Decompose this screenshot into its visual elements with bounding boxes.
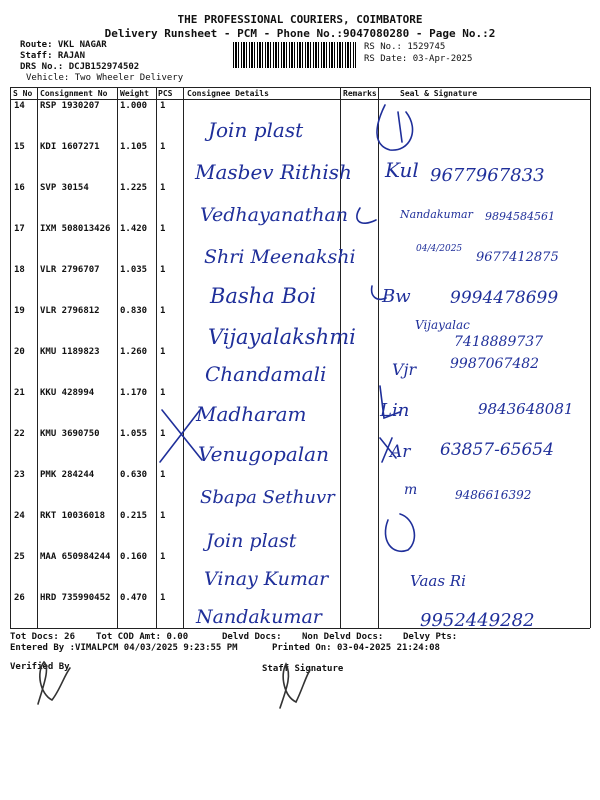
row-weight: 1.420: [120, 224, 148, 234]
row-pcs: 1: [160, 183, 166, 193]
row-consignment: VLR 2796707: [40, 265, 100, 275]
row-consignee-handwritten: Masbev Rithish: [195, 160, 352, 184]
row-signature: m: [404, 482, 418, 498]
row-sno: 19: [14, 306, 25, 316]
row-pcs: 1: [160, 593, 166, 603]
row-sno: 17: [14, 224, 25, 234]
total-docs: Tot Docs: 26: [10, 632, 76, 642]
row-consignment: VLR 2796812: [40, 306, 100, 316]
row-consignee-handwritten: Sbapa Sethuvr: [200, 487, 335, 508]
staff-label: Staff: RAJAN: [20, 51, 86, 61]
row-consignee-handwritten: Vinay Kumar: [204, 568, 329, 590]
row-phone: 9486616392: [455, 488, 532, 502]
row-pcs: 1: [160, 511, 166, 521]
row-pcs: 1: [160, 347, 166, 357]
row-signature: Vjr: [392, 360, 417, 379]
row-pcs: 1: [160, 142, 166, 152]
row-phone: 9677967833: [430, 165, 545, 186]
row-phone: 9894584561: [485, 210, 555, 223]
row-weight: 1.055: [120, 429, 148, 439]
row-pcs: 1: [160, 265, 166, 275]
row-sno: 23: [14, 470, 25, 480]
row-sno: 14: [14, 101, 25, 111]
row-consignment: HRD 735990452: [40, 593, 111, 603]
row-pcs: 1: [160, 224, 166, 234]
row-weight: 1.170: [120, 388, 148, 398]
row-consignee-handwritten: Venugopalan: [198, 442, 329, 466]
row-consignee-handwritten: Join plast: [208, 118, 304, 142]
vehicle-label: Vehicle: Two Wheeler Delivery: [26, 73, 184, 83]
row-consignment: RSP 1930207: [40, 101, 100, 111]
col-header-weight: Weight: [120, 89, 149, 98]
col-header-pcs: PCS: [158, 89, 173, 98]
row-phone: 9987067482: [450, 356, 540, 372]
row-phone: 7418889737: [454, 334, 544, 350]
printed-on: Printed On: 03-04-2025 21:24:08: [272, 643, 440, 653]
row-signature: Vaas Ri: [410, 572, 466, 590]
row-signature: Bw: [382, 286, 411, 307]
row-pcs: 1: [160, 101, 166, 111]
col-header-consignment: Consignment No: [40, 89, 108, 98]
non-delivered-docs: Non Delvd Docs:: [302, 632, 384, 642]
row-sno: 20: [14, 347, 25, 357]
row-sno: 26: [14, 593, 25, 603]
row-consignee-handwritten: Vedhayanathan: [200, 204, 349, 226]
row-consignee-handwritten: Shri Meenakshi: [204, 246, 356, 268]
delivery-points: Delvy Pts:: [403, 632, 458, 642]
row-weight: 0.630: [120, 470, 148, 480]
row-consignee-handwritten: Join plast: [206, 530, 297, 552]
drs-label: DRS No.: DCJB152974502: [20, 62, 140, 72]
row-consignment: KMU 1189823: [40, 347, 100, 357]
row-pcs: 1: [160, 306, 166, 316]
row-signature: Ar: [390, 442, 411, 462]
entered-by: Entered By :VIMALPCM 04/03/2025 9:23:55 PM: [10, 643, 238, 653]
row-consignee-handwritten: Chandamali: [205, 362, 327, 386]
row-consignee-handwritten: Vijayalakshmi: [208, 325, 356, 349]
rs-number: RS No.: 1529745: [364, 42, 446, 52]
col-header-seal-signature: Seal & Signature: [400, 89, 478, 98]
row-weight: 0.470: [120, 593, 148, 603]
verified-by-label: Verified By: [10, 662, 70, 672]
row-signature: 04/4/2025: [416, 244, 463, 254]
col-header-consignee: Consignee Details: [187, 89, 269, 98]
company-title: THE PROFESSIONAL COURIERS, COIMBATORE: [177, 13, 423, 26]
row-weight: 0.215: [120, 511, 148, 521]
row-phone: 63857-65654: [440, 440, 554, 460]
row-consignment: KDI 1607271: [40, 142, 100, 152]
row-signature: Nandakumar: [400, 208, 473, 221]
col-header-sno: S No: [13, 89, 33, 98]
row-sno: 22: [14, 429, 25, 439]
col-header-remarks: Remarks: [343, 89, 377, 98]
row-consignee-handwritten: Basha Boi: [210, 284, 317, 308]
row-pcs: 1: [160, 429, 166, 439]
row-consignment: RKT 10036018: [40, 511, 106, 521]
row-consignment: KMU 3690750: [40, 429, 100, 439]
row-weight: 1.225: [120, 183, 148, 193]
row-weight: 0.160: [120, 552, 148, 562]
runsheet-subtitle: Delivery Runsheet - PCM - Phone No.:9047080280 - Page No.:2: [104, 27, 496, 40]
row-consignee-handwritten: Madharam: [196, 402, 307, 426]
row-phone: 9994478699: [450, 288, 559, 308]
row-sno: 18: [14, 265, 25, 275]
route-label: Route: VKL NAGAR: [20, 40, 107, 50]
row-weight: 1.035: [120, 265, 148, 275]
row-pcs: 1: [160, 470, 166, 480]
row-consignment: MAA 650984244: [40, 552, 111, 562]
row-consignment: PMK 284244: [40, 470, 95, 480]
row-sno: 15: [14, 142, 25, 152]
rs-date: RS Date: 03-Apr-2025: [364, 54, 473, 64]
row-consignment: SVP 30154: [40, 183, 89, 193]
row-signature: Lin: [380, 400, 410, 421]
row-phone: 9952449282: [420, 610, 535, 631]
row-weight: 1.000: [120, 101, 148, 111]
row-consignment: KKU 428994: [40, 388, 95, 398]
delivered-docs: Delvd Docs:: [222, 632, 282, 642]
row-sno: 25: [14, 552, 25, 562]
row-sno: 16: [14, 183, 25, 193]
row-signature: Kul: [385, 158, 419, 182]
total-cod-amount: Tot COD Amt: 0.00: [96, 632, 189, 642]
row-consignee-handwritten: Nandakumar: [196, 606, 322, 628]
staff-signature-label: Staff Signature: [262, 664, 344, 674]
row-sno: 21: [14, 388, 25, 398]
row-phone: 9843648081: [478, 400, 574, 418]
row-signature: Vijayalac: [415, 318, 470, 332]
row-weight: 1.260: [120, 347, 148, 357]
row-weight: 0.830: [120, 306, 148, 316]
row-sno: 24: [14, 511, 25, 521]
row-pcs: 1: [160, 388, 166, 398]
row-pcs: 1: [160, 552, 166, 562]
row-phone: 9677412875: [476, 250, 559, 265]
row-consignment: IXM 508013426: [40, 224, 111, 234]
row-weight: 1.105: [120, 142, 148, 152]
